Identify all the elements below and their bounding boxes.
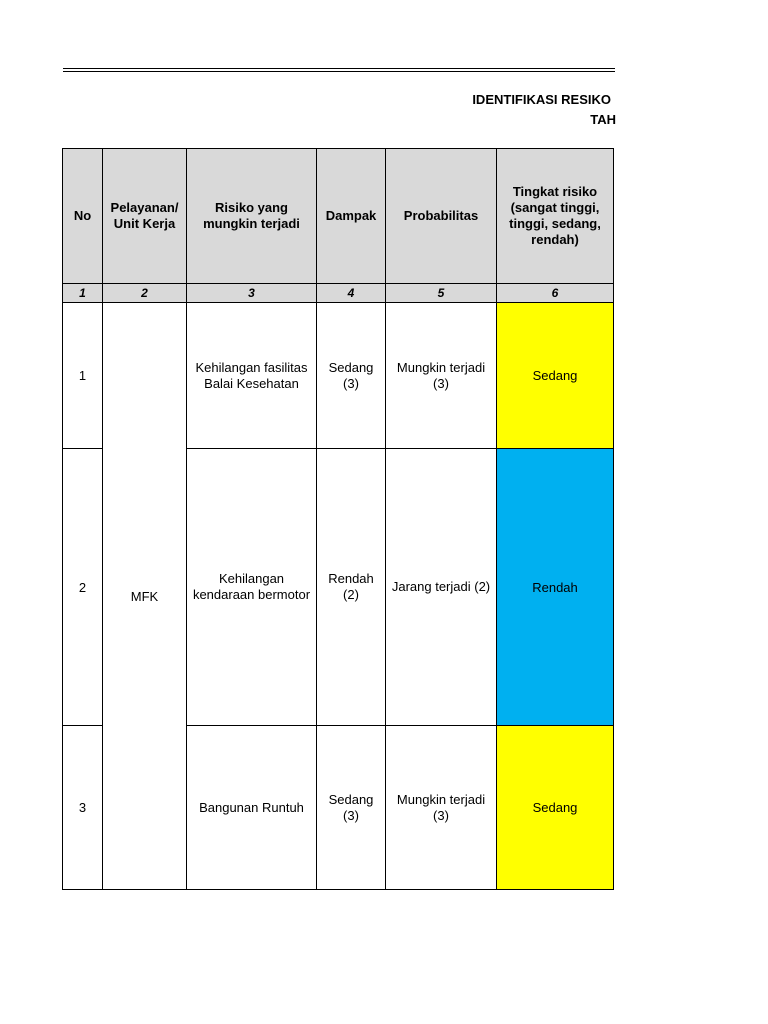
column-header-unit: Pelayanan/ Unit Kerja <box>103 149 187 284</box>
risk-description <box>187 449 317 726</box>
impact-text: Rendah (2) <box>328 571 374 602</box>
column-number-row <box>63 284 614 303</box>
top-rule-double <box>63 71 615 72</box>
impact-cell <box>317 449 386 726</box>
probability-cell <box>386 449 497 726</box>
probability-text: Jarang terjadi (2) <box>391 579 491 594</box>
document-subtitle: TAH <box>590 112 616 127</box>
unit-cell <box>103 303 187 890</box>
risk-level-text: Sedang <box>532 800 578 815</box>
impact-text: Sedang (3) <box>328 359 374 391</box>
column-header-risk: Risiko yang mungkin terjadi <box>187 149 317 284</box>
column-number: 4 <box>317 284 386 303</box>
impact-text: Sedang (3) <box>328 791 374 823</box>
probability-text: Mungkin terjadi (3) <box>396 359 486 391</box>
table-header-row <box>63 149 614 284</box>
table-row <box>63 303 614 449</box>
risk-level-cell <box>497 303 614 449</box>
impact-cell <box>317 303 386 449</box>
column-number: 5 <box>386 284 497 303</box>
column-header-risk-level: Tingkat risiko (sangat tinggi, tinggi, sedang, rendah) <box>497 149 614 284</box>
document-title: IDENTIFIKASI RESIKO <box>472 92 611 107</box>
risk-text: Bangunan Runtuh <box>199 799 304 815</box>
column-header-probability: Probabilitas <box>386 149 497 284</box>
column-number: 6 <box>497 284 614 303</box>
risk-description <box>187 726 317 890</box>
risk-text: Kehilangan fasilitas Balai Kesehatan <box>195 359 308 391</box>
row-number: 2 <box>63 449 103 726</box>
risk-identification-table <box>62 148 614 890</box>
column-number: 3 <box>187 284 317 303</box>
risk-level-cell <box>497 726 614 890</box>
probability-cell <box>386 303 497 449</box>
top-rule <box>63 68 615 69</box>
risk-text: Kehilangan kendaraan bermotor <box>192 571 311 602</box>
column-number: 2 <box>103 284 187 303</box>
column-number: 1 <box>63 284 103 303</box>
probability-cell <box>386 726 497 890</box>
risk-level-text: Sedang <box>532 368 578 383</box>
risk-description <box>187 303 317 449</box>
impact-cell <box>317 726 386 890</box>
column-header-impact: Dampak <box>317 149 386 284</box>
unit-name: MFK <box>130 588 159 604</box>
probability-text: Mungkin terjadi (3) <box>396 791 486 823</box>
risk-level-text: Rendah <box>532 579 578 595</box>
risk-level-cell <box>497 449 614 726</box>
column-header-no: No <box>63 149 103 284</box>
row-number: 3 <box>63 726 103 890</box>
row-number: 1 <box>63 303 103 449</box>
